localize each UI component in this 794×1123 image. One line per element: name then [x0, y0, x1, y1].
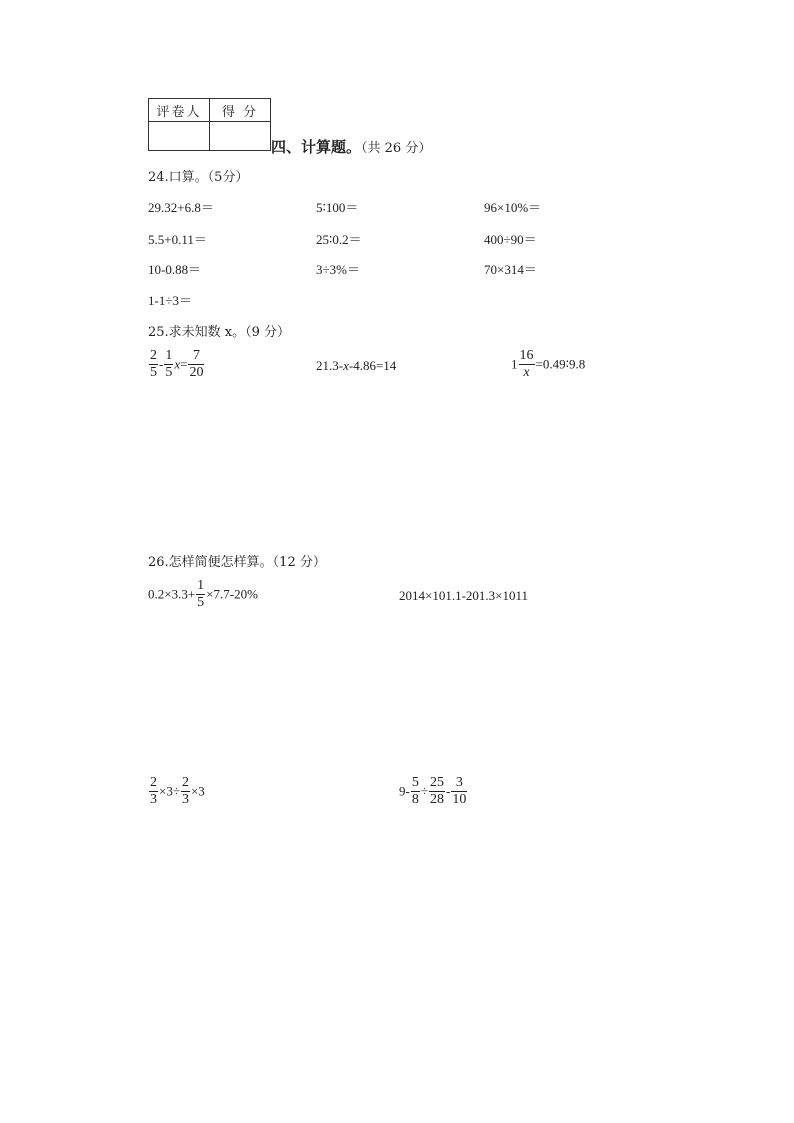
fraction: $\frac{25}{28}$: [429, 775, 444, 807]
section-heading: [271, 136, 431, 157]
q26-title: 26.怎样简便怎样算。（12 分）: [148, 555, 326, 570]
fraction: $\frac{2}{3}$: [181, 775, 189, 807]
q24-item: 5.5+0.11＝: [148, 232, 207, 247]
q24-item: 70×314＝: [484, 262, 537, 277]
q24-item: 25∶0.2＝: [316, 232, 362, 247]
fraction: $\frac{7}{20}$: [189, 348, 204, 380]
score-table: [148, 98, 271, 151]
q24-item: 10-0.88＝: [148, 262, 202, 277]
q24-item: 96×10%＝: [484, 200, 542, 215]
q24-title: 24.口算。（5分）: [148, 170, 249, 185]
section-note: （共 26 分）: [361, 141, 432, 156]
score-header: 得 分: [210, 99, 271, 122]
q25-equation-3: 1 $\frac{16}{x}$ =0.49∶9.8: [511, 348, 586, 380]
q24-item: 3÷3%＝: [316, 262, 360, 277]
q24-item: 5∶100＝: [316, 200, 359, 215]
q26-expression-4: 9- $\frac{5}{8}$ ÷ $\frac{25}{28}$ - $\frac{3}{10}$: [399, 775, 467, 807]
q24-item: 400÷90＝: [484, 232, 537, 247]
q25-equation-1: $\frac{2}{5}$ - $\frac{1}{5}$ x= $\frac{7}{20}$: [150, 348, 204, 380]
q24-item: 1-1÷3＝: [148, 293, 192, 308]
fraction: $\frac{1}{5}$: [165, 348, 173, 380]
q25-title: 25.求未知数 x。（9 分）: [148, 325, 291, 340]
q26-expression-2: 2014×101.1-201.3×1011: [399, 588, 529, 603]
fraction: $\frac{16}{x}$: [519, 348, 534, 380]
fraction: $\frac{1}{5}$: [197, 578, 205, 610]
fraction: $\frac{3}{10}$: [452, 775, 467, 807]
section-title: 四、计算题。: [271, 138, 362, 156]
grader-header: 评卷人: [149, 99, 210, 122]
q25-equation-2: 21.3-x-4.86=14: [316, 358, 397, 373]
fraction: $\frac{2}{5}$: [150, 348, 157, 380]
q26-expression-3: $\frac{2}{3}$ ×3÷ $\frac{2}{3}$ ×3: [150, 775, 205, 807]
fraction: $\frac{5}{8}$: [411, 775, 419, 807]
score-cell[interactable]: [210, 122, 271, 151]
grader-cell[interactable]: [149, 122, 210, 151]
q26-expression-1: 0.2×3.3+ $\frac{1}{5}$ ×7.7-20%: [148, 578, 258, 610]
fraction: $\frac{2}{3}$: [150, 775, 157, 807]
q24-item: 29.32+6.8＝: [148, 200, 214, 215]
